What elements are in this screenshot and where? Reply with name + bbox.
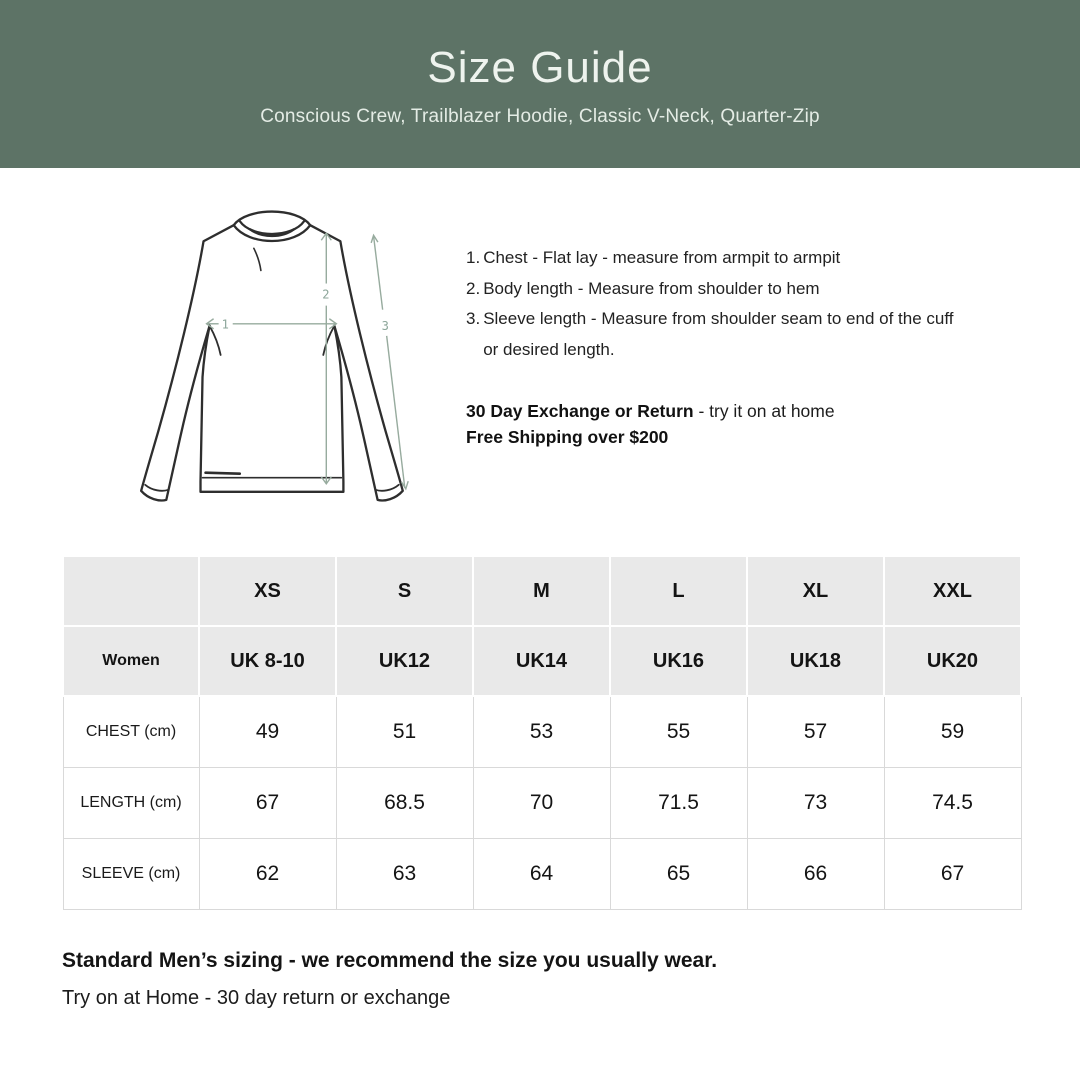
page-subtitle: Conscious Crew, Trailblazer Hoodie, Classic V-Neck, Quarter-Zip	[260, 106, 820, 127]
chest-value-cell: 59	[884, 696, 1021, 767]
col-header-m: M	[473, 556, 610, 626]
col-header-xxl: XXL	[884, 556, 1021, 626]
page-title: Size Guide	[427, 43, 653, 92]
instruction-number: 3.	[466, 309, 481, 328]
instruction-number: 2.	[466, 278, 481, 298]
measuring-instructions	[466, 243, 988, 365]
uk-size-cell: UK20	[884, 626, 1021, 696]
footer-notes	[62, 948, 717, 1010]
uk-size-cell: UK16	[610, 626, 747, 696]
row-label-chest: CHEST (cm)	[63, 696, 199, 767]
size-header-row	[63, 556, 1021, 626]
uk-size-cell: UK14	[473, 626, 610, 696]
chest-value-cell: 55	[610, 696, 747, 767]
row-label-length: LENGTH (cm)	[63, 767, 199, 838]
exchange-bold-text: 30 Day Exchange or Return	[466, 401, 694, 421]
sleeve-row	[63, 838, 1021, 909]
length-value-cell: 70	[473, 767, 610, 838]
chest-value-cell: 53	[473, 696, 610, 767]
measurement-arrows	[207, 233, 409, 489]
instruction-item	[466, 304, 988, 365]
sleeve-arrow-label: 3	[381, 318, 389, 333]
length-row	[63, 767, 1021, 838]
chest-value-cell: 51	[336, 696, 473, 767]
exchange-rest-text: - try it on at home	[693, 401, 835, 421]
sleeve-value-cell: 65	[610, 838, 747, 909]
exchange-line	[466, 398, 835, 424]
chest-value-cell: 49	[199, 696, 336, 767]
col-header-xl: XL	[747, 556, 884, 626]
length-value-cell: 71.5	[610, 767, 747, 838]
instruction-number: 1.	[466, 248, 481, 267]
length-value-cell: 73	[747, 767, 884, 838]
sleeve-value-cell: 64	[473, 838, 610, 909]
shipping-line: Free Shipping over $200	[466, 427, 669, 447]
col-header-xs: XS	[199, 556, 336, 626]
corner-cell	[63, 556, 199, 626]
chest-row	[63, 696, 1021, 767]
sleeve-value-cell: 66	[747, 838, 884, 909]
shirt-outline	[141, 212, 403, 501]
row-label-sleeve: SLEEVE (cm)	[63, 838, 199, 909]
col-header-s: S	[336, 556, 473, 626]
uk-size-row	[63, 626, 1021, 696]
instruction-text: Sleeve length - Measure from shoulder seam to end of the cuff or desired length.	[483, 309, 954, 359]
chest-value-cell: 57	[747, 696, 884, 767]
length-value-cell: 74.5	[884, 767, 1021, 838]
banner	[0, 0, 1080, 168]
shirt-measurement-diagram	[118, 198, 440, 520]
col-header-l: L	[610, 556, 747, 626]
length-value-cell: 67	[199, 767, 336, 838]
chest-arrow-label: 1	[221, 317, 229, 332]
try-on-note: Try on at Home - 30 day return or exchange	[62, 987, 451, 1010]
length-arrow-label: 2	[322, 287, 330, 302]
sizing-recommendation: Standard Men’s sizing - we recommend the size you usually wear.	[62, 949, 718, 972]
instruction-item	[466, 243, 988, 274]
instruction-text: Body length - Measure from shoulder to hem	[483, 278, 820, 298]
sleeve-value-cell: 62	[199, 838, 336, 909]
sleeve-value-cell: 67	[884, 838, 1021, 909]
instruction-text: Chest - Flat lay - measure from armpit to armpit	[483, 248, 841, 267]
uk-size-cell: UK12	[336, 626, 473, 696]
policy-block	[466, 398, 835, 450]
instruction-item	[466, 274, 988, 305]
uk-size-cell: UK 8-10	[199, 626, 336, 696]
sleeve-value-cell: 63	[336, 838, 473, 909]
size-guide-table	[62, 555, 1022, 910]
row-label-women: Women	[63, 626, 199, 696]
arrow-labels	[222, 288, 389, 333]
uk-size-cell: UK18	[747, 626, 884, 696]
length-value-cell: 68.5	[336, 767, 473, 838]
shirt-diagram-svg	[118, 198, 440, 520]
